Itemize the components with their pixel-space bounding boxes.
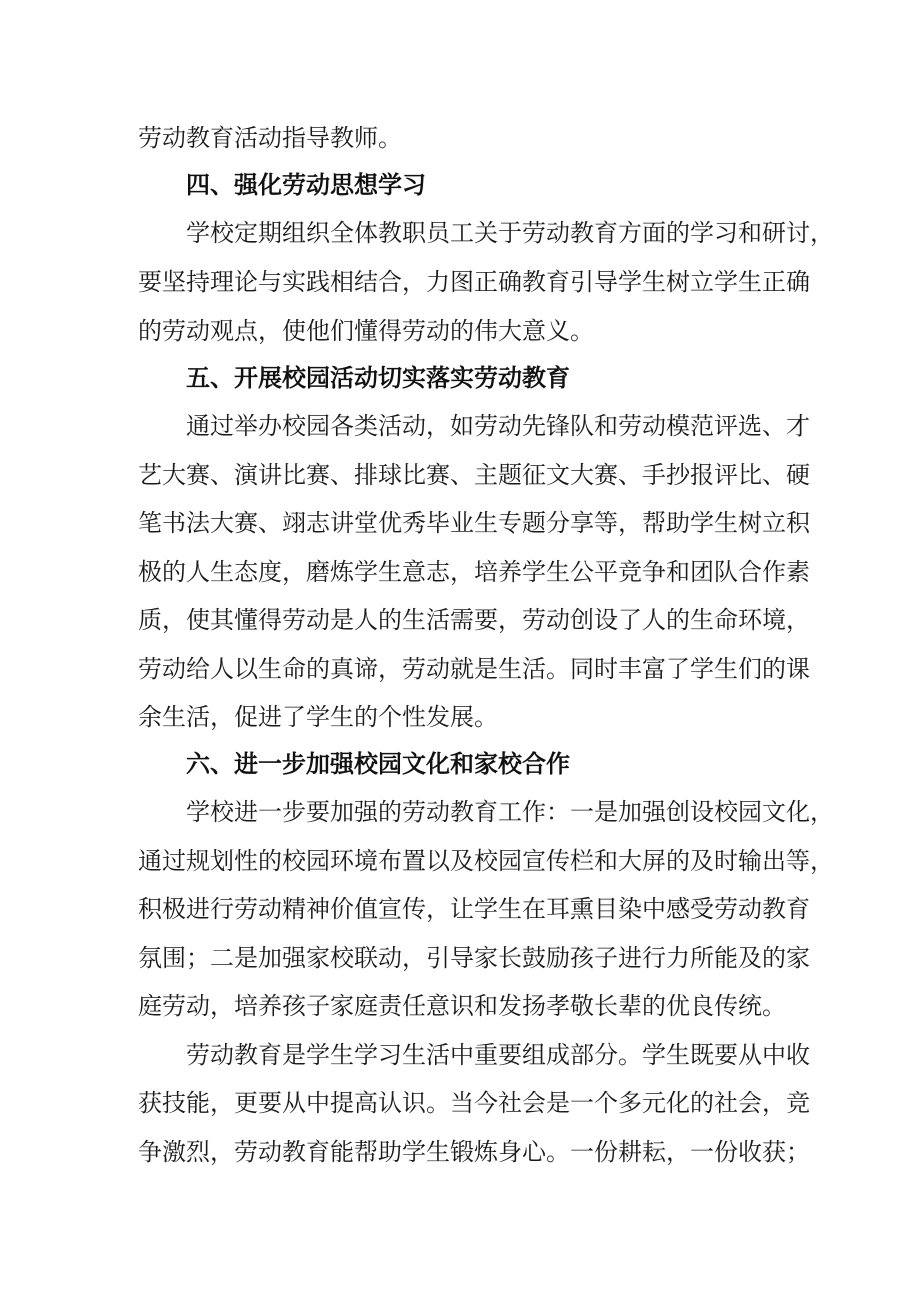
text-line: 通过规划性的校园环境布置以及校园宣传栏和大屏的及时输出等， [138,847,834,875]
text-line: 获技能，更要从中提高认识。当今社会是一个多元化的社会，竞 [138,1089,810,1117]
text-line: 积极进行劳动精神价值宣传，让学生在耳熏目染中感受劳动教育 [138,895,810,923]
text-line: 通过举办校园各类活动，如劳动先锋队和劳动模范评选、才 [186,412,810,440]
section-heading-6: 六、进一步加强校园文化和家校合作 [186,750,570,778]
text-line: 劳动教育活动指导教师。 [138,124,402,152]
text-line: 劳动给人以生命的真谛，劳动就是生活。同时丰富了学生们的课 [138,655,810,683]
text-line: 劳动教育是学生学习生活中重要组成部分。学生既要从中收 [186,1041,810,1069]
text-line: 氛围；二是加强家校联动，引导家长鼓励孩子进行力所能及的家 [138,944,810,972]
text-line: 质，使其懂得劳动是人的生活需要，劳动创设了人的生命环境， [138,606,810,634]
text-line: 争激烈，劳动教育能帮助学生锻炼身心。一份耕耘，一份收获； [138,1138,810,1166]
text-line: 极的人生态度，磨炼学生意志，培养学生公平竞争和团队合作素 [138,558,810,586]
section-heading-5: 五、开展校园活动切实落实劳动教育 [186,364,570,392]
section-heading-4: 四、强化劳动思想学习 [186,171,426,199]
text-line: 要坚持理论与实践相结合，力图正确教育引导学生树立学生正确 [138,268,810,296]
text-line: 笔书法大赛、翊志讲堂优秀毕业生专题分享等，帮助学生树立积 [138,509,810,537]
text-line: 学校进一步要加强的劳动教育工作：一是加强创设校园文化， [186,798,834,826]
text-line: 的劳动观点，使他们懂得劳动的伟大意义。 [138,317,594,345]
text-line: 余生活，促进了学生的个性发展。 [138,703,498,731]
text-line: 庭劳动，培养孩子家庭责任意识和发扬孝敬长辈的优良传统。 [138,992,786,1020]
text-line: 艺大赛、演讲比赛、排球比赛、主题征文大赛、手抄报评比、硬 [138,461,810,489]
text-line: 学校定期组织全体教职员工关于劳动教育方面的学习和研讨， [186,219,834,247]
